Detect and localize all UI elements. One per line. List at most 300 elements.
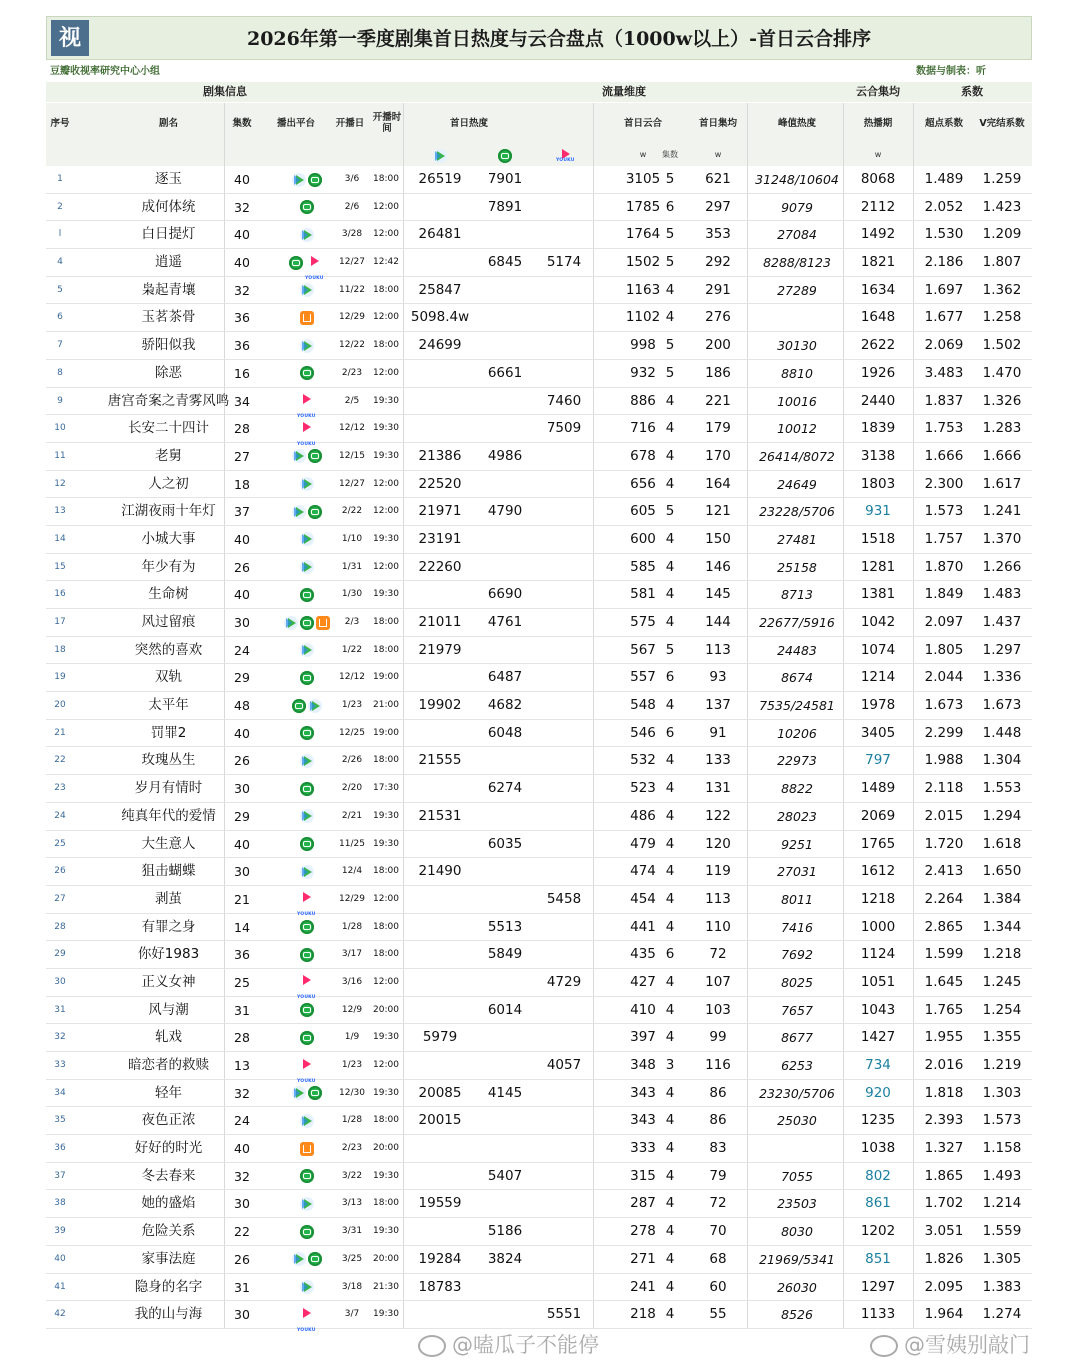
cell-hot-period: 2440 xyxy=(860,392,896,409)
table-row xyxy=(46,304,1032,332)
cell-episodes: 30 xyxy=(234,615,250,630)
cell-time: 12:00 xyxy=(373,893,399,904)
cell-heat-tencent xyxy=(406,720,474,747)
cell-platform xyxy=(268,498,346,525)
cell-first-avg: 150 xyxy=(705,530,731,547)
cell-v-coef: 1.553 xyxy=(982,780,1022,797)
cell-heat-youku xyxy=(530,747,598,774)
cell-heat-tencent: 5979 xyxy=(422,1029,458,1046)
cell-platform xyxy=(268,471,346,498)
cell-heat-youku xyxy=(530,941,598,968)
cell-first-avg: 133 xyxy=(705,752,731,769)
cell-super-coef: 2.300 xyxy=(924,475,964,492)
cell-first-yunhe: 546 xyxy=(630,724,656,741)
cell-heat-youku: 4057 xyxy=(546,1057,582,1073)
cell-time: 19:30 xyxy=(373,810,399,821)
title-bar xyxy=(46,16,1032,60)
cell-days: 4 xyxy=(665,309,675,326)
cell-first-yunhe: 523 xyxy=(630,780,656,797)
cell-peak: 10016 xyxy=(777,393,817,409)
cell-episodes: 36 xyxy=(234,338,250,354)
cell-days: 4 xyxy=(665,807,675,824)
cell-heat-iqiyi: 5407 xyxy=(487,1167,523,1184)
cell-first-avg: 200 xyxy=(705,337,731,354)
cell-days: 3 xyxy=(665,1057,675,1073)
cell-episodes: 37 xyxy=(234,504,250,520)
cell-peak: 25030 xyxy=(777,1113,817,1129)
cell-days: 5 xyxy=(665,364,675,381)
cell-date: 2/23 xyxy=(341,367,363,378)
cell-heat-tencent xyxy=(406,249,474,276)
cell-time: 12:00 xyxy=(373,561,399,572)
cell-super-coef: 1.865 xyxy=(924,1167,964,1184)
cell-heat-iqiyi xyxy=(472,526,538,553)
cell-peak: 26414/8072 xyxy=(759,448,835,464)
table-row xyxy=(46,415,1032,443)
cell-name: 成何体统 xyxy=(141,198,196,215)
cell-super-coef: 1.702 xyxy=(924,1195,964,1212)
youku-icon xyxy=(305,256,325,270)
cell-platform xyxy=(268,1107,346,1134)
cell-time: 21:00 xyxy=(373,700,399,711)
cell-heat-iqiyi xyxy=(472,1301,538,1328)
cell-heat-youku xyxy=(530,720,598,747)
cell-heat-iqiyi xyxy=(472,1024,538,1051)
cell-first-avg: 145 xyxy=(705,586,731,603)
cell-hot-period: 1612 xyxy=(860,863,896,880)
cell-hot-period: 1978 xyxy=(860,697,896,714)
iqiyi-icon xyxy=(300,1003,314,1017)
cell-date: 1/9 xyxy=(344,1032,360,1043)
cell-name: 突然的喜欢 xyxy=(134,641,203,658)
mango-icon xyxy=(316,616,330,630)
cell-heat-youku: 7509 xyxy=(546,420,582,437)
cell-heat-tencent xyxy=(406,581,474,608)
cell-heat-iqiyi xyxy=(472,1107,538,1134)
cell-first-yunhe: 567 xyxy=(630,641,656,658)
cell-days: 4 xyxy=(665,1250,675,1267)
cell-index: 9 xyxy=(57,395,63,406)
cell-time: 18:00 xyxy=(373,340,399,351)
cell-peak: 8713 xyxy=(781,587,813,603)
tencent-icon xyxy=(300,643,314,657)
cell-time: 12:00 xyxy=(373,367,399,378)
table-row xyxy=(46,1163,1032,1191)
cell-first-yunhe: 241 xyxy=(630,1278,656,1295)
cell-first-yunhe: 678 xyxy=(630,447,656,464)
cell-v-coef: 1.573 xyxy=(982,1112,1022,1129)
table-row xyxy=(46,526,1032,554)
cell-hot-period: 931 xyxy=(865,503,891,520)
header-platform: 播出平台 xyxy=(276,117,315,129)
cell-v-coef: 1.305 xyxy=(982,1250,1022,1267)
cell-time: 12:00 xyxy=(373,201,399,212)
cell-heat-youku: 7460 xyxy=(546,392,582,409)
cell-v-coef: 1.437 xyxy=(982,614,1022,630)
cell-date: 12/30 xyxy=(339,1087,365,1098)
cell-first-avg: 137 xyxy=(705,697,731,714)
cell-time: 19:30 xyxy=(373,838,399,849)
table-row xyxy=(46,831,1032,859)
iqiyi-icon xyxy=(289,256,303,270)
cell-peak: 7416 xyxy=(781,919,813,935)
cell-first-avg: 72 xyxy=(709,946,727,963)
cell-platform xyxy=(268,1052,346,1079)
cell-hot-period: 1043 xyxy=(860,1001,896,1018)
cell-super-coef: 1.818 xyxy=(924,1084,964,1101)
cell-date: 1/10 xyxy=(341,533,363,544)
cell-heat-tencent: 25847 xyxy=(418,281,462,298)
cell-time: 18:00 xyxy=(373,755,399,766)
cell-episodes: 30 xyxy=(234,1307,250,1323)
header-time: 开播时间 xyxy=(372,112,402,134)
cell-first-avg: 70 xyxy=(709,1223,727,1240)
cell-time: 19:30 xyxy=(373,395,399,406)
cell-time: 19:30 xyxy=(373,1309,399,1320)
cell-heat-iqiyi xyxy=(472,554,538,581)
cell-v-coef: 1.254 xyxy=(982,1001,1022,1018)
cell-index: 15 xyxy=(54,561,66,572)
cell-heat-iqiyi: 5513 xyxy=(487,918,523,935)
cell-name: 白日提灯 xyxy=(141,226,196,243)
cell-heat-tencent: 21011 xyxy=(418,614,462,630)
cell-name: 风与潮 xyxy=(148,1001,189,1018)
page-title: 2026年第一季度剧集首日热度与云合盘点（1000w以上）-首日云合排序 xyxy=(246,28,871,50)
cell-index: 20 xyxy=(54,700,66,711)
cell-first-yunhe: 218 xyxy=(630,1306,656,1323)
cell-super-coef: 2.069 xyxy=(924,337,964,354)
table-row xyxy=(46,221,1032,249)
cell-hot-period: 2622 xyxy=(860,337,896,354)
unit-days: 集数 xyxy=(662,150,678,159)
cell-peak: 9251 xyxy=(781,836,813,852)
cell-heat-iqiyi xyxy=(472,388,538,415)
cell-episodes: 13 xyxy=(234,1058,250,1073)
cell-hot-period: 851 xyxy=(865,1250,891,1267)
cell-first-avg: 291 xyxy=(705,281,731,298)
cell-heat-iqiyi xyxy=(472,221,538,248)
cell-first-avg: 113 xyxy=(705,890,731,907)
iqiyi-icon xyxy=(300,782,314,796)
cell-date: 2/20 xyxy=(341,783,363,794)
cell-super-coef: 2.097 xyxy=(924,614,964,630)
cell-peak: 21969/5341 xyxy=(759,1251,835,1267)
cell-date: 1/30 xyxy=(341,589,363,600)
cell-index: 38 xyxy=(54,1198,66,1209)
cell-heat-iqiyi: 4761 xyxy=(487,614,523,630)
cell-super-coef: 1.753 xyxy=(924,420,964,437)
tencent-icon xyxy=(300,532,314,546)
cell-first-avg: 297 xyxy=(705,198,731,215)
cell-peak: 7055 xyxy=(781,1168,813,1184)
cell-hot-period: 1218 xyxy=(860,890,896,907)
cell-date: 12/9 xyxy=(341,1004,363,1015)
cell-platform xyxy=(268,360,346,387)
cell-index: 7 xyxy=(57,340,63,351)
cell-index: 19 xyxy=(54,672,66,683)
cell-peak: 8822 xyxy=(781,781,813,797)
cell-index: 27 xyxy=(54,893,66,904)
cell-super-coef: 2.044 xyxy=(924,669,964,686)
cell-platform xyxy=(268,304,346,331)
cell-heat-iqiyi: 6487 xyxy=(487,669,523,686)
cell-platform xyxy=(268,526,346,553)
cell-heat-tencent xyxy=(406,886,474,913)
cell-super-coef: 3.483 xyxy=(924,364,964,381)
header-episodes: 集数 xyxy=(232,117,252,129)
cell-index: 17 xyxy=(54,617,66,627)
cell-heat-youku xyxy=(530,277,598,304)
cell-platform xyxy=(268,443,346,470)
cell-time: 18:00 xyxy=(373,174,399,184)
cell-super-coef: 1.530 xyxy=(924,226,964,243)
cell-date: 12/25 xyxy=(339,727,365,738)
cell-time: 19:30 xyxy=(373,533,399,544)
cell-platform xyxy=(268,277,346,304)
cell-episodes: 40 xyxy=(234,227,250,243)
cell-super-coef: 2.052 xyxy=(924,198,964,215)
table-row xyxy=(46,858,1032,886)
cell-days: 4 xyxy=(665,863,675,880)
cell-platform xyxy=(268,1135,346,1162)
cell-hot-period: 1074 xyxy=(860,641,896,658)
cell-name: 正义女神 xyxy=(141,973,196,990)
cell-heat-iqiyi xyxy=(472,1135,538,1162)
cell-first-yunhe: 441 xyxy=(630,918,656,935)
cell-hot-period: 1202 xyxy=(860,1223,896,1240)
cell-super-coef: 2.393 xyxy=(924,1112,964,1129)
cell-index: 28 xyxy=(54,921,66,932)
cell-v-coef: 1.666 xyxy=(982,447,1022,464)
cell-time: 18:00 xyxy=(373,866,399,877)
iqiyi-icon xyxy=(308,449,322,463)
cell-name: 江湖夜雨十年灯 xyxy=(121,503,216,520)
iqiyi-icon xyxy=(300,671,314,685)
cell-date: 2/26 xyxy=(341,755,363,766)
cell-first-avg: 103 xyxy=(705,1001,731,1018)
cell-heat-iqiyi xyxy=(472,858,538,885)
cell-episodes: 40 xyxy=(234,725,250,741)
cell-heat-youku xyxy=(530,443,598,470)
cell-episodes: 29 xyxy=(234,808,250,824)
cell-heat-tencent: 20015 xyxy=(418,1112,462,1129)
cell-heat-iqiyi: 6661 xyxy=(487,364,523,381)
cell-platform xyxy=(268,554,346,581)
cell-episodes: 26 xyxy=(234,753,250,769)
cell-days: 4 xyxy=(665,1167,675,1184)
cell-super-coef: 2.016 xyxy=(924,1057,964,1073)
cell-v-coef: 1.283 xyxy=(982,420,1022,437)
table-row xyxy=(46,166,1032,194)
cell-days: 5 xyxy=(665,171,675,187)
cell-v-coef: 1.370 xyxy=(982,530,1022,547)
iqiyi-icon xyxy=(300,1225,314,1239)
cell-date: 3/7 xyxy=(344,1309,360,1320)
cell-days: 4 xyxy=(665,1223,675,1240)
header-first-heat: 首日热度 xyxy=(449,117,488,129)
cell-heat-tencent: 21490 xyxy=(418,863,462,880)
cell-platform xyxy=(268,415,346,442)
cell-first-avg: 292 xyxy=(705,254,731,271)
cell-hot-period: 861 xyxy=(865,1195,891,1212)
cell-platform xyxy=(268,747,346,774)
group-flow: 流量维度 xyxy=(602,85,646,98)
cell-v-coef: 1.673 xyxy=(982,697,1022,714)
cell-date: 3/6 xyxy=(344,174,360,184)
cell-platform xyxy=(268,692,346,719)
cell-heat-tencent xyxy=(406,775,474,802)
cell-name: 逐玉 xyxy=(155,171,182,187)
cell-platform xyxy=(268,1274,346,1301)
tencent-icon xyxy=(300,1197,314,1211)
cell-heat-iqiyi: 7901 xyxy=(487,171,523,187)
cell-peak: 7535/24581 xyxy=(759,698,835,714)
cell-super-coef: 1.645 xyxy=(924,973,964,990)
cell-days: 4 xyxy=(665,530,675,547)
cell-days: 5 xyxy=(665,337,675,354)
table-row xyxy=(46,886,1032,914)
cell-days: 4 xyxy=(665,890,675,907)
cell-episodes: 40 xyxy=(234,255,250,271)
cell-v-coef: 1.258 xyxy=(982,309,1022,326)
cell-v-coef: 1.362 xyxy=(982,281,1022,298)
cell-heat-iqiyi xyxy=(472,637,538,664)
iqiyi-icon xyxy=(308,505,322,519)
cell-first-avg: 179 xyxy=(705,420,731,437)
column-header-row xyxy=(46,103,1032,143)
tencent-icon xyxy=(300,228,314,242)
cell-heat-youku: 5174 xyxy=(546,254,582,271)
cell-first-yunhe: 1163 xyxy=(625,281,661,298)
cell-v-coef: 1.218 xyxy=(982,946,1022,963)
cell-days: 5 xyxy=(665,503,675,520)
group-yunhe-avg: 云合集均 xyxy=(856,85,900,98)
cell-platform xyxy=(268,1080,346,1107)
youku-icon xyxy=(297,975,317,989)
cell-episodes: 32 xyxy=(234,1168,250,1184)
cell-first-yunhe: 348 xyxy=(630,1057,656,1073)
cell-index: 5 xyxy=(57,284,63,295)
cell-hot-period: 3405 xyxy=(860,724,896,741)
cell-super-coef: 2.299 xyxy=(924,724,964,741)
cell-heat-tencent: 20085 xyxy=(418,1084,462,1101)
cell-heat-youku xyxy=(530,1135,598,1162)
iqiyi-icon xyxy=(300,920,314,934)
cell-peak: 22677/5916 xyxy=(759,615,835,630)
cell-platform xyxy=(268,803,346,830)
tencent-icon xyxy=(300,1114,314,1128)
cell-name: 罚罪2 xyxy=(150,724,187,741)
cell-heat-youku xyxy=(530,554,598,581)
cell-heat-iqiyi: 4986 xyxy=(487,447,523,464)
cell-first-yunhe: 532 xyxy=(630,752,656,769)
cell-date: 2/23 xyxy=(341,1143,363,1154)
cell-peak: 9079 xyxy=(781,199,813,215)
table-row xyxy=(46,803,1032,831)
cell-heat-tencent xyxy=(406,360,474,387)
iqiyi-icon xyxy=(300,200,314,214)
cell-days: 6 xyxy=(665,724,675,741)
cell-first-yunhe: 271 xyxy=(630,1250,656,1267)
cell-super-coef: 2.186 xyxy=(924,254,964,271)
cell-date: 12/27 xyxy=(339,478,365,489)
youku-icon xyxy=(297,1059,317,1073)
cell-name: 太平年 xyxy=(148,697,189,714)
cell-peak: 8674 xyxy=(781,670,813,686)
cell-heat-youku xyxy=(530,498,598,525)
cell-heat-tencent: 22260 xyxy=(418,558,462,575)
cell-first-avg: 144 xyxy=(705,614,731,630)
cell-name: 长安二十四计 xyxy=(128,420,209,437)
cell-index: 33 xyxy=(54,1060,66,1070)
cell-heat-tencent xyxy=(406,1135,474,1162)
cell-heat-youku xyxy=(530,831,598,858)
cell-peak: 8526 xyxy=(781,1307,813,1323)
cell-time: 12:00 xyxy=(373,506,399,517)
tencent-icon xyxy=(300,339,314,353)
cell-name: 夜色正浓 xyxy=(141,1112,196,1129)
cell-hot-period: 1634 xyxy=(860,281,896,298)
cell-name: 唐宫奇案之青雾风鸣 xyxy=(107,392,230,409)
cell-platform xyxy=(268,637,346,664)
cell-first-yunhe: 397 xyxy=(630,1029,656,1046)
cell-days: 4 xyxy=(665,918,675,935)
cell-super-coef: 1.677 xyxy=(924,309,964,326)
header-super-coef: 超点系数 xyxy=(924,117,963,129)
cell-heat-iqiyi xyxy=(472,803,538,830)
cell-heat-youku xyxy=(530,858,598,885)
cell-episodes: 24 xyxy=(234,642,250,658)
tencent-icon xyxy=(300,477,314,491)
cell-date: 2/3 xyxy=(344,617,360,627)
cell-peak: 22973 xyxy=(777,753,817,769)
cell-first-yunhe: 278 xyxy=(630,1223,656,1240)
cell-date: 3/13 xyxy=(341,1198,363,1209)
cell-index: 36 xyxy=(54,1143,66,1154)
cell-first-avg: 353 xyxy=(705,226,731,243)
org-label: 豆瓣收视率研究中心小组 xyxy=(50,66,160,77)
cell-heat-iqiyi xyxy=(472,277,538,304)
tencent-icon xyxy=(292,505,306,519)
cell-heat-youku xyxy=(530,581,598,608)
cell-episodes: 21 xyxy=(234,891,250,907)
cell-index: 16 xyxy=(54,589,66,600)
table-row xyxy=(46,581,1032,609)
cell-heat-tencent: 22520 xyxy=(418,475,462,492)
cell-peak: 28023 xyxy=(777,808,817,824)
cell-days: 6 xyxy=(665,669,675,686)
cell-peak: 8025 xyxy=(781,974,813,990)
header-peak: 峰值热度 xyxy=(777,117,816,129)
cell-index: 37 xyxy=(54,1170,66,1181)
cell-date: 11/22 xyxy=(339,284,365,295)
tencent-icon xyxy=(300,560,314,574)
cell-heat-youku xyxy=(530,997,598,1024)
cell-heat-iqiyi: 5186 xyxy=(487,1223,523,1240)
cell-days: 4 xyxy=(665,558,675,575)
cell-first-avg: 186 xyxy=(705,364,731,381)
cell-peak: 8011 xyxy=(781,891,813,907)
tencent-icon xyxy=(300,754,314,768)
header-hot-period: 热播期 xyxy=(863,117,893,129)
table-row xyxy=(46,194,1032,222)
cell-hot-period: 797 xyxy=(865,752,891,769)
cell-time: 20:00 xyxy=(373,1253,399,1264)
cell-v-coef: 1.650 xyxy=(982,863,1022,880)
cell-heat-tencent xyxy=(406,941,474,968)
cell-name: 大生意人 xyxy=(141,835,196,852)
cell-days: 4 xyxy=(665,1001,675,1018)
